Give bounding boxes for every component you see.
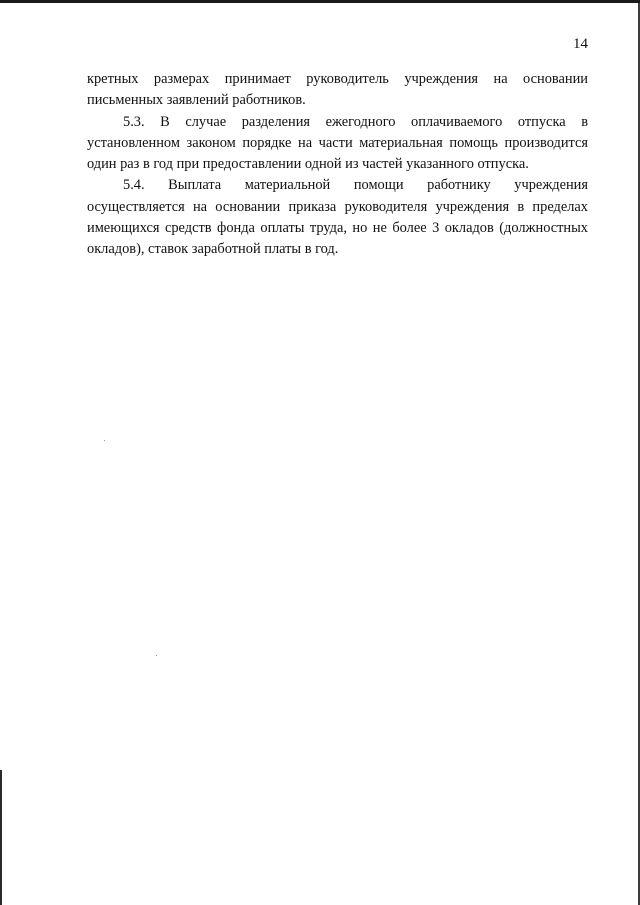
scan-speck bbox=[104, 440, 105, 441]
paragraph-continuation: кретных размерах принимает руководитель учреждения на основании письменных заявлений работников. bbox=[87, 71, 588, 109]
document-body bbox=[87, 69, 588, 261]
paragraph-clause-5-4: 5.4. Выплата материальной помощи работнику учреждения осуществляется на основании приказа руководителя учреждения в пределах имеющихся средств фонда оплаты труда, но не более 3 окладов (должностных окладов), ставок заработной платы в год. bbox=[87, 177, 588, 258]
scan-speck bbox=[156, 655, 157, 656]
scan-border-left bbox=[0, 770, 2, 905]
scan-border-top bbox=[0, 0, 640, 3]
paragraph-clause-5-3: 5.3. В случае разделения ежегодного оплачиваемого отпуска в установленном законом порядке на части материальная помощь производится один раз в год при предоставлении одной из частей указанного отпуска. bbox=[87, 113, 588, 173]
page-number: 14 bbox=[573, 36, 588, 52]
